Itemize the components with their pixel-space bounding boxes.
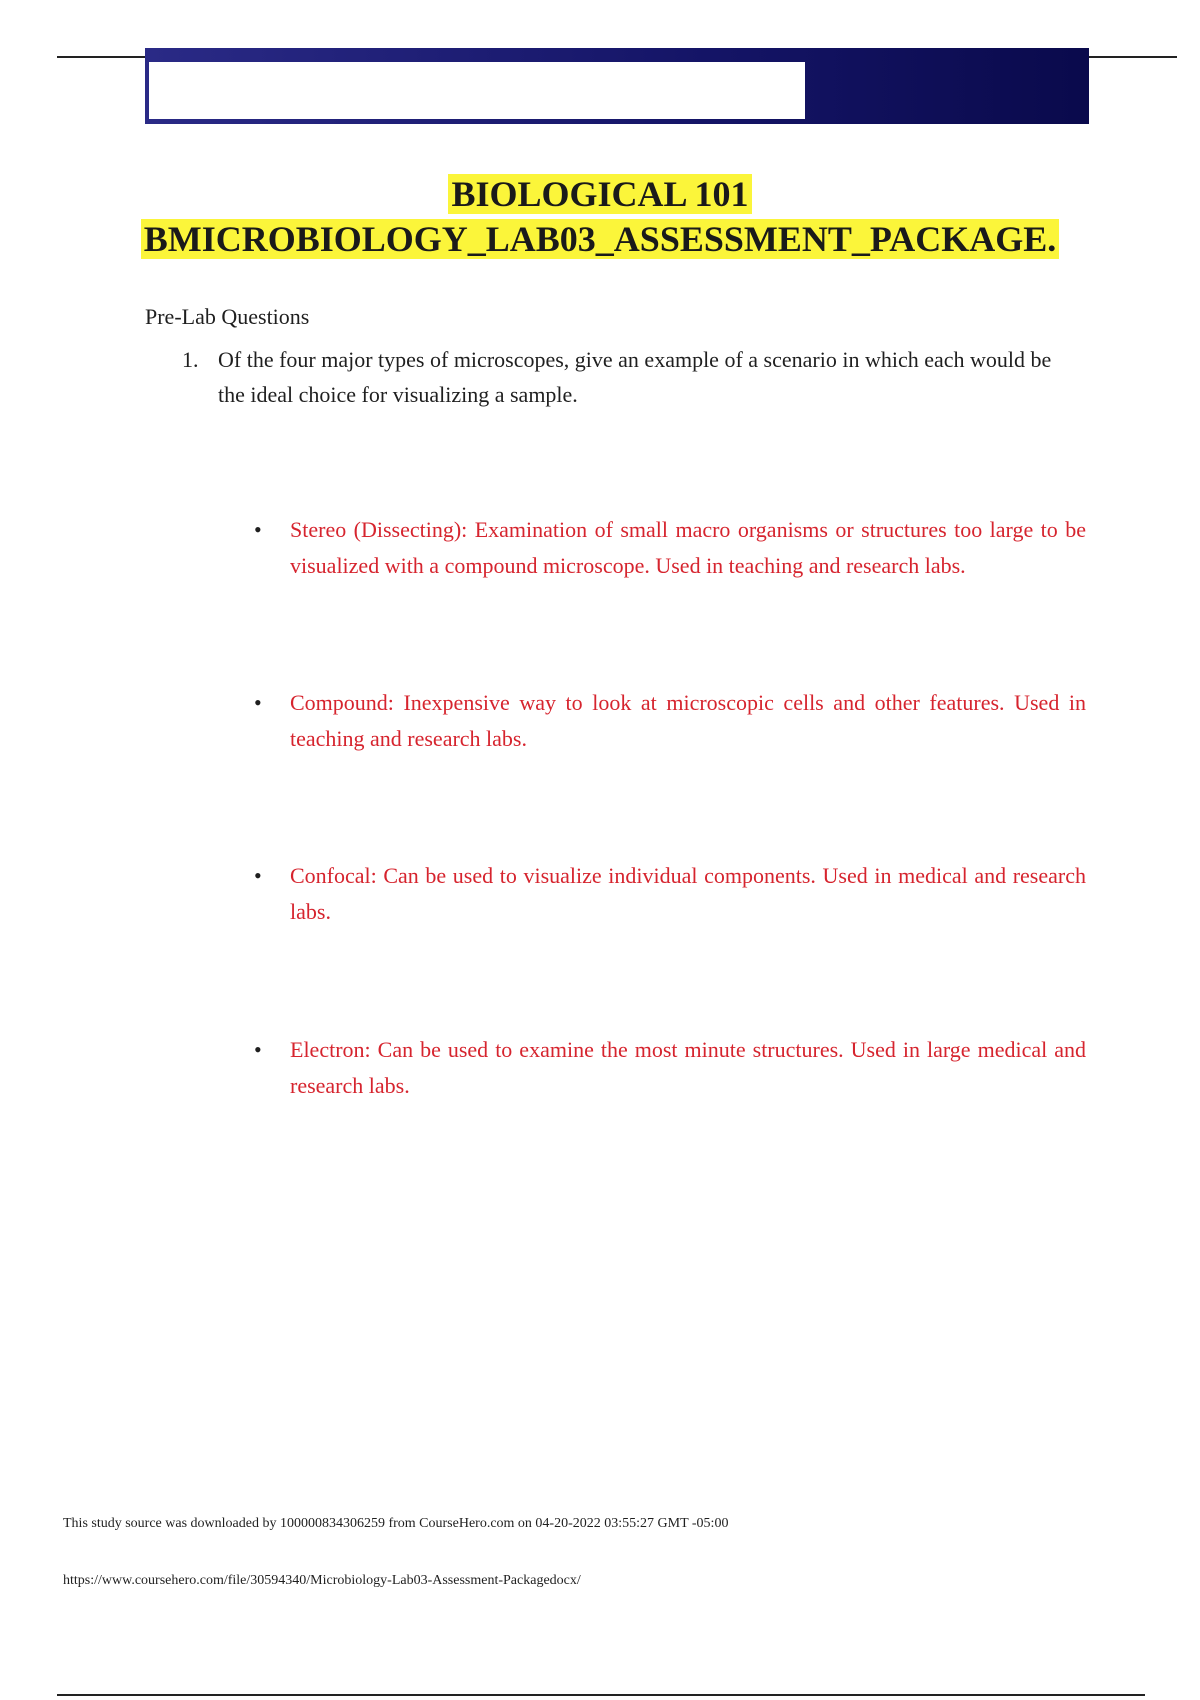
section-heading: Pre-Lab Questions	[145, 304, 310, 329]
answer-text: Compound: Inexpensive way to look at microscopic cells and other features. Used in teaching and research labs.	[290, 690, 1086, 751]
document-title	[120, 172, 1080, 262]
question-text: Of the four major types of microscopes, give an example of a scenario in which each would be the ideal choice for visualizing a sample.	[218, 347, 1052, 407]
source-url[interactable]: https://www.coursehero.com/file/30594340/Microbiology-Lab03-Assessment-Packagedocx/	[63, 1573, 581, 1588]
bullet-icon: •	[254, 1037, 262, 1062]
bullet-icon: •	[254, 690, 262, 715]
title-line-2: BMICROBIOLOGY_LAB03_ASSESSMENT_PACKAGE.	[141, 219, 1059, 259]
header-banner-blank-area	[149, 62, 805, 119]
answer-text: Confocal: Can be used to visualize individual components. Used in medical and research labs.	[290, 863, 1086, 924]
title-line-1: BIOLOGICAL 101	[448, 174, 751, 214]
bottom-rule	[57, 1694, 1145, 1696]
answer-text: Stereo (Dissecting): Examination of small macro organisms or structures too large to be visualized with a compound microscope. Used in teaching and research labs.	[290, 517, 1086, 578]
bullet-icon: •	[254, 517, 262, 542]
question-number: 1.	[182, 347, 199, 372]
download-note: This study source was downloaded by 100000834306259 from CourseHero.com on 04-20-2022 03:55:27 GMT -05:00	[63, 1516, 729, 1531]
bullet-icon: •	[254, 863, 262, 888]
answer-text: Electron: Can be used to examine the most minute structures. Used in large medical and research labs.	[290, 1037, 1086, 1098]
